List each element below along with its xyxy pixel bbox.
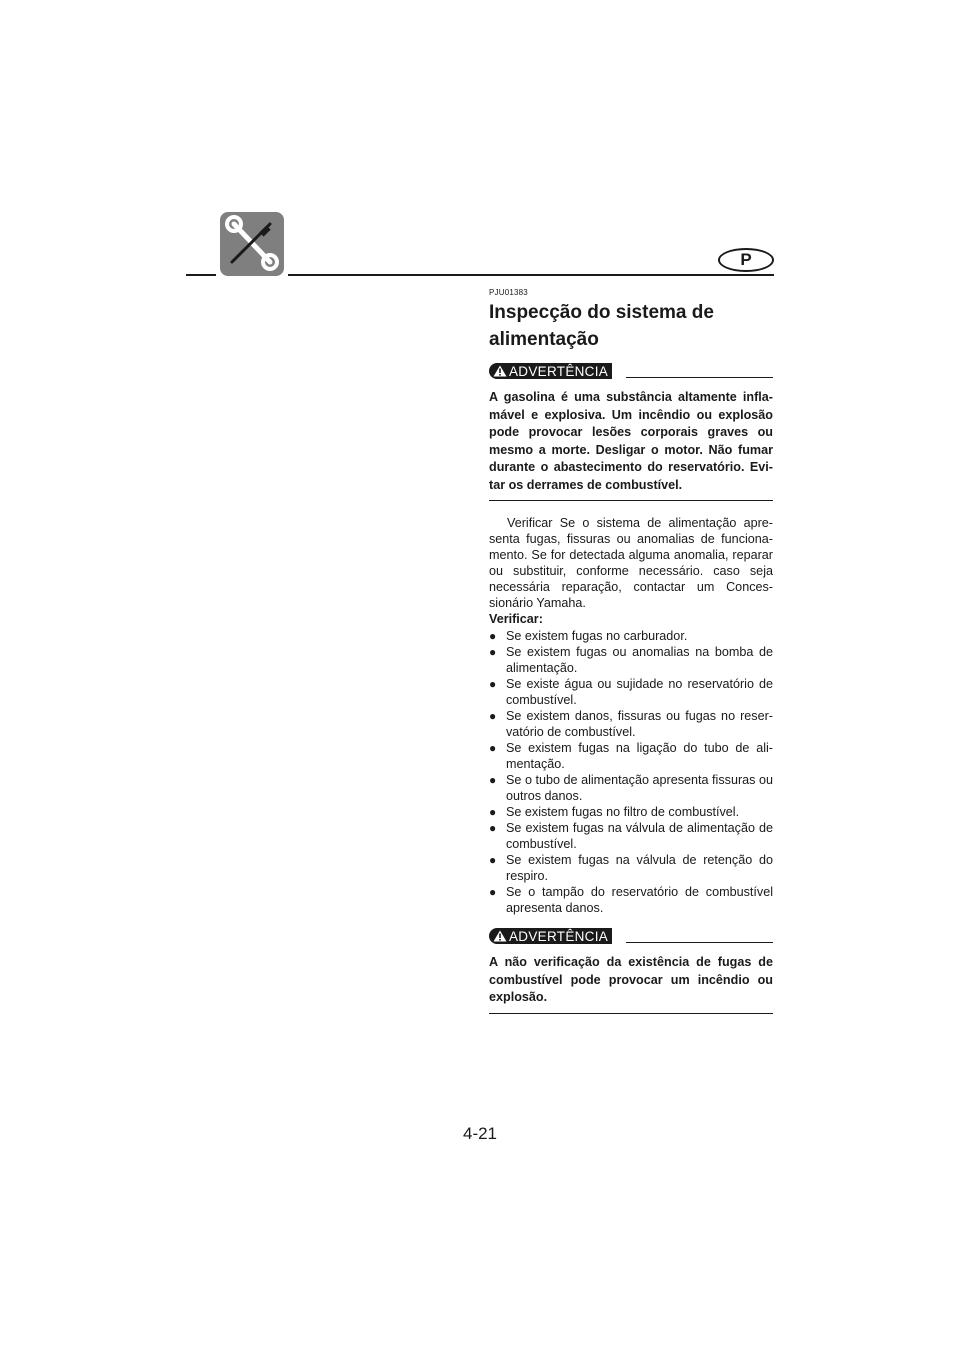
list-item-text: Se existem fugas na válvula de alimentação de combustível. — [506, 821, 773, 851]
check-label: Verificar: — [489, 612, 543, 626]
list-item-text: Se existem fugas na válvula de retenção do respiro. — [506, 853, 773, 883]
bullet-icon: ● — [489, 853, 497, 867]
warning-header-2 — [489, 926, 773, 944]
bullet-icon: ● — [489, 885, 497, 899]
bullet-icon: ● — [489, 645, 497, 659]
checklist — [489, 628, 773, 916]
tools-wrench-screwdriver-icon — [220, 212, 284, 276]
page-number: 4-21 — [462, 1124, 498, 1143]
bullet-icon: ● — [489, 773, 497, 787]
section-title-line1: Inspecção do sistema de — [489, 302, 714, 323]
list-item — [489, 628, 773, 644]
warning-header — [489, 361, 773, 379]
body-paragraph: Verificar Se o sistema de alimentação apre-senta fugas, fissuras ou anomalias de funciona-mento. Se for detectada alguma anomalia, reparar ou substituir, conforme necessário. caso seja necessária reparação, contactar um Conces-sionário Yamaha. — [489, 516, 773, 610]
bullet-icon: ● — [489, 821, 497, 835]
bullet-icon: ● — [489, 677, 497, 691]
header-rule-right — [288, 274, 774, 276]
list-item — [489, 644, 773, 676]
warning-badge — [489, 363, 612, 379]
list-item — [489, 676, 773, 708]
language-badge: P — [718, 248, 774, 272]
warning-rule — [626, 377, 773, 378]
list-item — [489, 884, 773, 916]
list-item-text: Se o tampão do reservatório de combustível apresenta danos. — [506, 885, 773, 915]
warning-text: A gasolina é uma substância altamente infla-mável e explosiva. Um incêndio ou explosão pode provocar lesões corporais graves ou mesmo a morte. Desligar o motor. Não fumar durante o abastecimento do reservatório. Evi-tar os derrames de combustível. — [489, 389, 773, 501]
list-item-text: Se existem danos, fissuras ou fugas no reser-vatório de combustível. — [506, 709, 773, 739]
list-item-text: Se o tubo de alimentação apresenta fissuras ou outros danos. — [506, 773, 773, 803]
warning-text-2: A não verificação da existência de fugas de combustível pode provocar um incêndio ou explosão. — [489, 954, 773, 1014]
bullet-icon: ● — [489, 805, 497, 819]
list-item — [489, 820, 773, 852]
list-item-text: Se existem fugas ou anomalias na bomba de alimentação. — [506, 645, 773, 675]
list-item — [489, 852, 773, 884]
list-item-text: Se existem fugas no carburador. — [506, 629, 688, 643]
reference-code: PJU01383 — [489, 288, 528, 297]
warning-label: ADVERTÊNCIA — [509, 363, 609, 379]
warning-badge-2 — [489, 928, 612, 944]
list-item-text: Se existem fugas na ligação do tubo de ali-mentação. — [506, 741, 773, 771]
section-title-line2: alimentação — [489, 329, 599, 350]
warning-rule-2 — [626, 942, 773, 943]
bullet-icon: ● — [489, 629, 497, 643]
list-item — [489, 740, 773, 772]
warning-triangle-icon — [493, 930, 507, 942]
list-item — [489, 708, 773, 740]
list-item-text: Se existem fugas no filtro de combustível. — [506, 805, 740, 819]
header-rule-left — [186, 274, 216, 276]
list-item — [489, 772, 773, 804]
section-title — [489, 299, 773, 353]
warning-triangle-icon — [493, 365, 507, 377]
bullet-icon: ● — [489, 709, 497, 723]
list-item — [489, 804, 773, 820]
content-column — [489, 288, 773, 1014]
list-item-text: Se existe água ou sujidade no reservatório de combustível. — [506, 677, 773, 707]
bullet-icon: ● — [489, 741, 497, 755]
warning-label-2: ADVERTÊNCIA — [509, 928, 609, 944]
